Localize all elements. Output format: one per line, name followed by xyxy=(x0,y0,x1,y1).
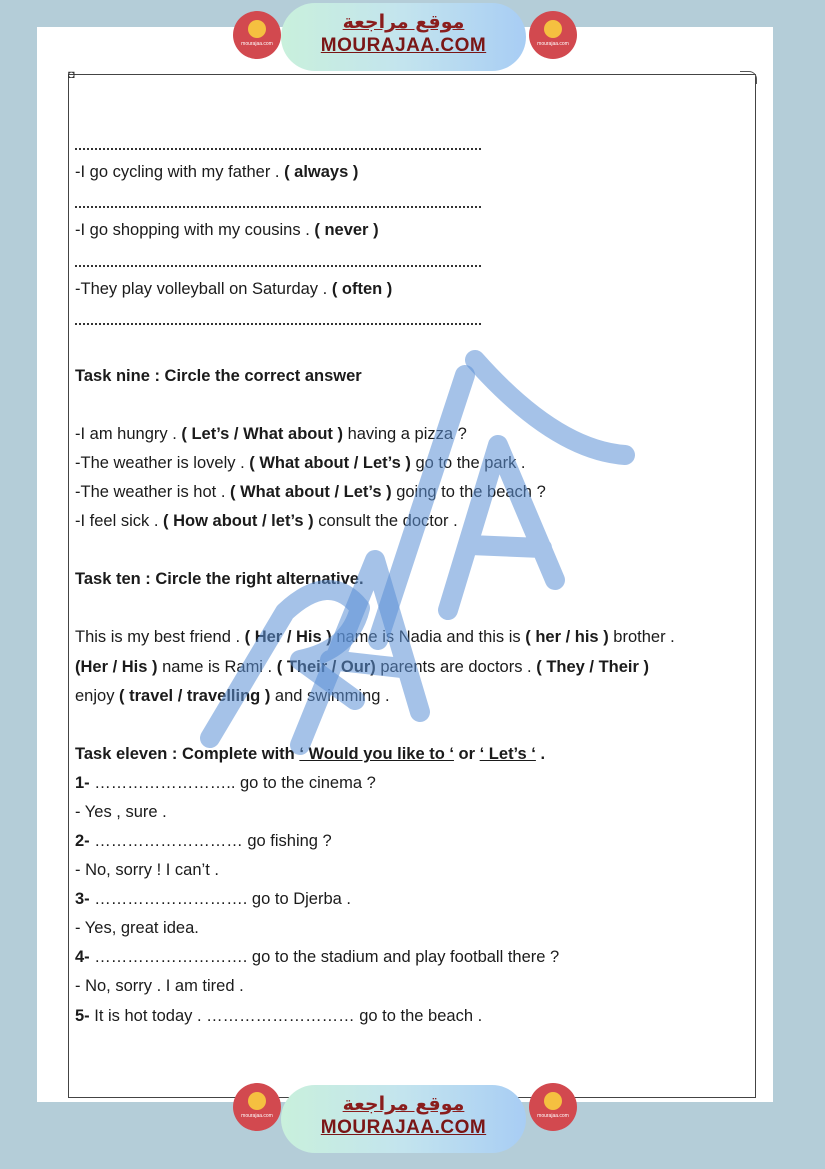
exercise-sentence: -I go cycling with my father . ( always ) xyxy=(75,163,359,181)
site-logo-badge[interactable] xyxy=(529,11,577,59)
task-ten-paragraph: (Her / His ) name is Rami . ( Their / Our) parents are doctors . ( They / Their ) xyxy=(75,658,649,676)
task-ten-title: Task ten : Circle the right alternative. xyxy=(75,570,364,588)
logo-icon xyxy=(544,1092,562,1110)
dialogue-reply: - Yes, great idea. xyxy=(75,919,199,937)
page-curl xyxy=(740,71,757,84)
answer-line[interactable] xyxy=(75,263,481,267)
dialogue-question: 3- ………………………. go to Djerba . xyxy=(75,890,351,908)
dialogue-question: 1- …………………….. go to the cinema ? xyxy=(75,774,376,792)
dialogue-question: 5- It is hot today . ……………………… go to the beach . xyxy=(75,1007,483,1025)
dialogue-reply: - Yes , sure . xyxy=(75,803,167,821)
site-banner[interactable] xyxy=(281,3,526,71)
dialogue-reply: - No, sorry ! I can’t . xyxy=(75,861,219,879)
exercise-sentence: -I go shopping with my cousins . ( never ) xyxy=(75,221,379,239)
exercise-sentence: -They play volleyball on Saturday . ( often ) xyxy=(75,280,393,298)
pin-mark: ◘ xyxy=(68,69,75,81)
answer-line[interactable] xyxy=(75,204,481,208)
banner-arabic-link[interactable]: موقع مراجعة xyxy=(342,1093,465,1115)
banner-site-link[interactable]: MOURAJAA.COM xyxy=(320,35,487,56)
badge-caption: mourajaa.com xyxy=(537,41,569,47)
task-nine-title: Task nine : Circle the correct answer xyxy=(75,367,362,385)
task-nine-item: -The weather is lovely . ( What about / Let’s ) go to the park . xyxy=(75,454,526,472)
site-banner[interactable] xyxy=(281,1085,526,1153)
dialogue-question: 2- ……………………… go fishing ? xyxy=(75,832,332,850)
banner-arabic-link[interactable]: موقع مراجعة xyxy=(342,11,465,33)
badge-caption: mourajaa.com xyxy=(241,1113,273,1119)
task-nine-item: -I feel sick . ( How about / let’s ) consult the doctor . xyxy=(75,512,458,530)
logo-icon xyxy=(248,20,266,38)
task-ten-paragraph: This is my best friend . ( Her / His ) name is Nadia and this is ( her / his ) brother . xyxy=(75,628,675,646)
task-nine-item: -The weather is hot . ( What about / Let’s ) going to the beach ? xyxy=(75,483,546,501)
task-eleven-title: Task eleven : Complete with ‘ Would you like to ‘ or ‘ Let’s ‘ . xyxy=(75,745,546,763)
site-logo-badge[interactable] xyxy=(529,1083,577,1131)
site-logo-badge[interactable] xyxy=(233,11,281,59)
task-ten-paragraph: enjoy ( travel / travelling ) and swimming . xyxy=(75,687,390,705)
dialogue-question: 4- ………………………. go to the stadium and play football there ? xyxy=(75,948,560,966)
logo-icon xyxy=(248,1092,266,1110)
logo-icon xyxy=(544,20,562,38)
task-nine-item: -I am hungry . ( Let’s / What about ) having a pizza ? xyxy=(75,425,467,443)
answer-line[interactable] xyxy=(75,321,481,325)
banner-site-link[interactable]: MOURAJAA.COM xyxy=(320,1117,487,1138)
site-logo-badge[interactable] xyxy=(233,1083,281,1131)
answer-line[interactable] xyxy=(75,146,481,150)
badge-caption: mourajaa.com xyxy=(241,41,273,47)
badge-caption: mourajaa.com xyxy=(537,1113,569,1119)
dialogue-reply: - No, sorry . I am tired . xyxy=(75,977,244,995)
